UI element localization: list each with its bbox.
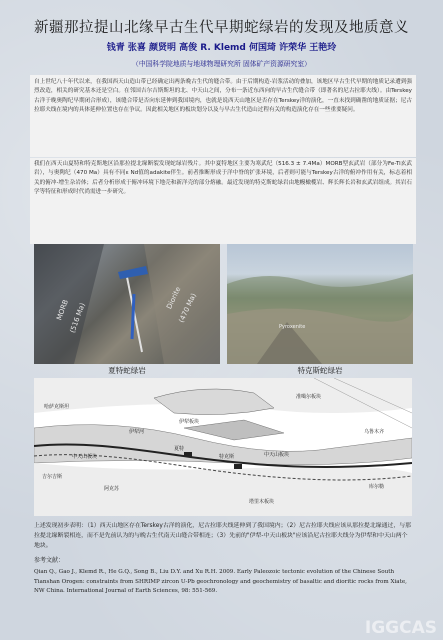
yili-river-label: 伊犁河 xyxy=(129,429,145,435)
morb-label: MORB xyxy=(55,298,70,322)
page-title: 新疆那拉提山北缘早古生代早期蛇绿岩的发现及地质意义 xyxy=(34,20,409,36)
diorite-label: Diorite xyxy=(165,285,183,311)
watermark: IGGCAS xyxy=(364,618,437,638)
authors: 钱青 张喜 颜贤明 高俊 R. Klemd 何国琦 许荣华 王艳玲 xyxy=(106,43,337,53)
aksu-label: 阿克苏 xyxy=(104,486,120,492)
conclusion-text: 上述发现初步表明：（1）西天山地区存在Terskey古洋的演化，尼古拉耶夫线延伸到了我国境内；（2）尼古拉耶夫线应该从那拉提北缘通过，与那拉提北缘断裂相连，而不是先前认为的与晚古生代南天山缝合带相连；（3）先前的"伊犁-中天山板块"应该沿尼古拉耶夫线分为伊犁和中天山两个地块。 xyxy=(34,523,412,549)
urumqi-label: 乌鲁木齐 xyxy=(364,429,385,435)
tekesi-caption: 特克斯蛇绿岩 xyxy=(297,366,343,375)
ystm-west-label: 中天山板块 xyxy=(72,454,98,460)
references-heading: 参考文献： xyxy=(34,557,65,564)
xiate-label: 夏特 xyxy=(174,446,185,452)
morb-age-label: (516 Ma) xyxy=(68,301,87,335)
ystm-label: 中天山板块 xyxy=(264,452,290,458)
intro-paragraph: 自上世纪八十年代以来，在我国西天山造山带已经确定出两条晚古生代的缝合带。由于后期构造-岩浆活动的叠加，该地区早古生代早期的地质记录遭到强烈改造，相关的研究基本还是空白。在邻国吉尔吉斯斯坦的北、中天山之间，分布一条近东西向的早古生代缝合带（即著名的尼古拉耶夫线）。由Terskey古洋于晚奥陶纪早期闭合形成），该缝合带是否向东延伸到我国境内，也就是说西天山地区是否存在Terskey洋的演化，一直未找到确凿的地质证据；尼古拉耶夫线在境内的具体延伸位置也存在争议。因此相关地区的板块划分以及与早古生代造山过程有关的构造演化存在一些重要疑问。 xyxy=(34,79,412,113)
korla-label: 库尔勒 xyxy=(369,484,385,490)
xiate-photo xyxy=(34,244,220,364)
affiliation: （中国科学院地质与地球物理研究所 固体矿产资源研究室） xyxy=(132,60,311,68)
yili-label: 伊犁板块 xyxy=(179,419,200,425)
geologic-map xyxy=(34,378,412,516)
findings-paragraph: 我们在西天山夏特和特克斯地区沿那拉提北缘断裂发现蛇绿岩残片。其中夏特地区主要为寒武纪（516.3 ± 7.4Ma）MORB型玄武岩（部分为Fe-Ti玄武岩），与奥陶纪（470 Ma）具有不同ε Nd值的adakite伴生。前者推断形成于洋中脊的扩张环境，后者则可能与Terskey古洋的俯冲作用有关，标志着相关的俯冲-增生杂岩体；后者分析形成于俯冲环境下地壳和新洋壳的部分熔融。最近发现的特克斯蛇绿岩由地幔橄榄岩、辉长辉长岩和玄武岩组成。其岩石学等特征和形成时代尚需进一步研究。 xyxy=(34,161,412,195)
xiate-caption: 夏特蛇绿岩 xyxy=(108,366,146,375)
tarim-label: 塔里木板块 xyxy=(249,499,275,505)
pyroxenite-label: Pyroxenite xyxy=(279,324,306,330)
junggar-label: 准噶尔板块 xyxy=(296,394,322,400)
tekesi-photo xyxy=(227,244,413,364)
diorite-age-label: (470 Ma) xyxy=(177,292,198,324)
kazakh-label: 哈萨克斯坦 xyxy=(44,404,70,410)
tekesi-label: 特克斯 xyxy=(219,454,235,460)
kyrgyz-label: 吉尔吉斯 xyxy=(42,474,63,480)
reference-entry: Qian Q., Gao J., Klemd R., He G.Q., Song B., Liu D.Y. and Xu R.H. 2009. Early Paleozoic tectonic evolution of the Chinese South Tianshan Orogen: constraints from SHRIMP zircon U-Pb geochronology and geochemistry of basaltic and dioritic rocks from Xiate, NW China. International Journal of Earth Sciences, 98: 551-569. xyxy=(34,569,407,594)
